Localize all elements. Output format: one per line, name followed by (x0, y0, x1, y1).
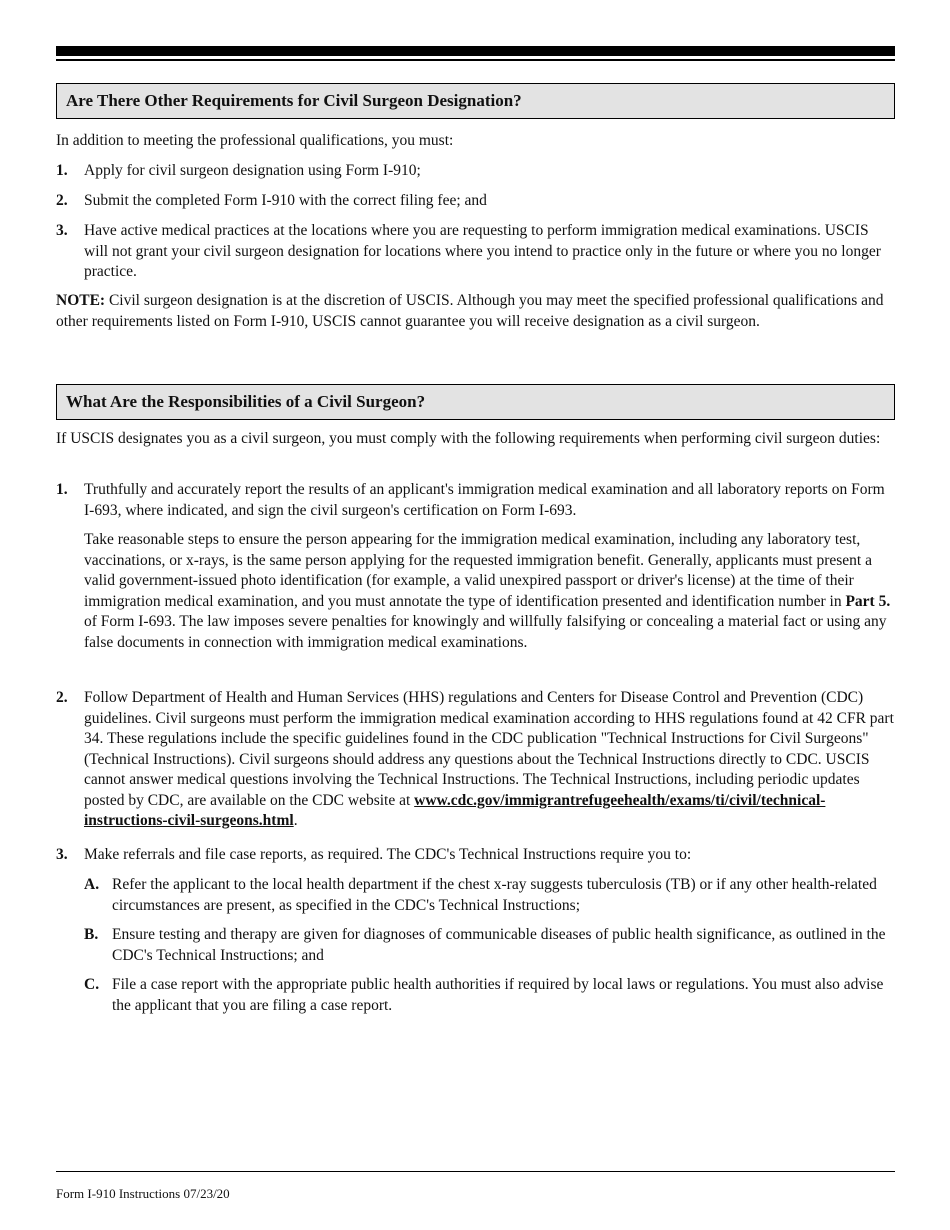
top-rule-thin (56, 59, 895, 61)
list-text: Truthfully and accurately report the results of an applicant's immigration medical examination and all laboratory reports on Form I-693, where indicated, and sign the civil surgeon's certification on Form I-693. (84, 481, 885, 519)
note-paragraph (56, 291, 895, 332)
document-page (56, 0, 895, 1230)
list-number: 3. (56, 846, 68, 863)
list-item (56, 688, 895, 832)
section-heading-responsibilities: What Are the Responsibilities of a Civil Surgeon? (56, 384, 895, 420)
note-text: Civil surgeon designation is at the discretion of USCIS. Although you may meet the specified professional qualifications and other requirements listed on Form I-910, USCIS cannot guarantee you will receive designation as a civil surgeon. (56, 292, 884, 330)
sub-list-letter: B. (84, 926, 99, 943)
section-heading-other-requirements: Are There Other Requirements for Civil Surgeon Designation? (56, 83, 895, 119)
footer-rule (56, 1171, 895, 1172)
list-text: Make referrals and file case reports, as required. The CDC's Technical Instructions require you to: (84, 846, 692, 863)
list-text: Have active medical practices at the locations where you are requesting to perform immigration medical examinations. USCIS will not grant your civil surgeon designation for locations where you intend to practice only in the future or where you no longer practice. (84, 222, 881, 280)
section2-intro: If USCIS designates you as a civil surgeon, you must comply with the following requirements when performing civil surgeon duties: (56, 430, 881, 447)
list-number: 1. (56, 162, 68, 179)
list-text-end: . (293, 812, 298, 829)
sub-list-item (84, 975, 895, 1016)
list-number: 2. (56, 689, 68, 706)
note-label: NOTE: (56, 292, 106, 309)
list-text: Submit the completed Form I-910 with the correct filing fee; and (84, 192, 487, 209)
sub-list-text: Refer the applicant to the local health department if the chest x-ray suggests tuberculosis (TB) or if any other health-related circumstances are present, as specified in the CDC's Technical Instructions; (112, 876, 877, 914)
sub-list-text: Ensure testing and therapy are given for diagnoses of communicable diseases of public health significance, as outlined in the CDC's Technical Instructions; and (112, 926, 886, 964)
page-footer: Form I-910 Instructions 07/23/20 (56, 1186, 230, 1201)
list-item (56, 221, 895, 283)
section1-intro: In addition to meeting the professional qualifications, you must: (56, 132, 454, 149)
list-number: 3. (56, 222, 68, 239)
list-item (56, 161, 895, 182)
sub-list-item (84, 925, 895, 966)
list-item (56, 191, 895, 212)
part-reference: Part 5. (845, 592, 891, 610)
sub-list-letter: A. (84, 876, 100, 893)
sub-list-letter: C. (84, 976, 100, 993)
sub-list-item (84, 875, 895, 916)
top-rule-thick (56, 46, 895, 56)
list-item (56, 480, 895, 521)
sub-list-text: File a case report with the appropriate public health authorities if required by local laws or regulations. You must also advise the applicant that you are filing a case report. (112, 976, 884, 1014)
identification-text-end: of Form I-693. The law imposes severe penalties for knowingly and willfully falsifying or concealing a material fact or using any false documents in connection with immigration medical examinations. (84, 613, 887, 651)
cdc-link[interactable]: www.cdc.gov/immigrantrefugeehealth/exams/ti/civil/technical-instructions-civil-surgeons.html (84, 791, 826, 829)
identification-paragraph (56, 530, 895, 653)
identification-text: Take reasonable steps to ensure the person appearing for the immigration medical examination, including any laboratory test, vaccinations, or x-rays, is the same person applying for the requested immigration benefit. Generally, applicants must present a valid government-issued photo identification (for example, a valid unexpired passport or driver's license) at the time of their immigration medical examination, and you must annotate the type of identification presented and identification number in (84, 531, 872, 610)
list-number: 1. (56, 481, 68, 498)
list-number: 2. (56, 192, 68, 209)
list-text: Follow Department of Health and Human Services (HHS) regulations and Centers for Disease Control and Prevention (CDC) guidelines. Civil surgeons must perform the immigration medical examination according to HHS regulations found at 42 CFR part 34. These regulations include the specific guidelines found in the CDC publication "Technical Instructions for Civil Surgeons" (Technical Instructions). Civil surgeons should address any questions about the Technical Instructions directly to CDC. USCIS cannot answer medical questions involving the Technical Instructions. The Technical Instructions, including periodic updates posted by CDC, are available on the CDC website at (84, 689, 894, 809)
list-text: Apply for civil surgeon designation using Form I-910; (84, 162, 421, 179)
list-item (56, 845, 895, 866)
